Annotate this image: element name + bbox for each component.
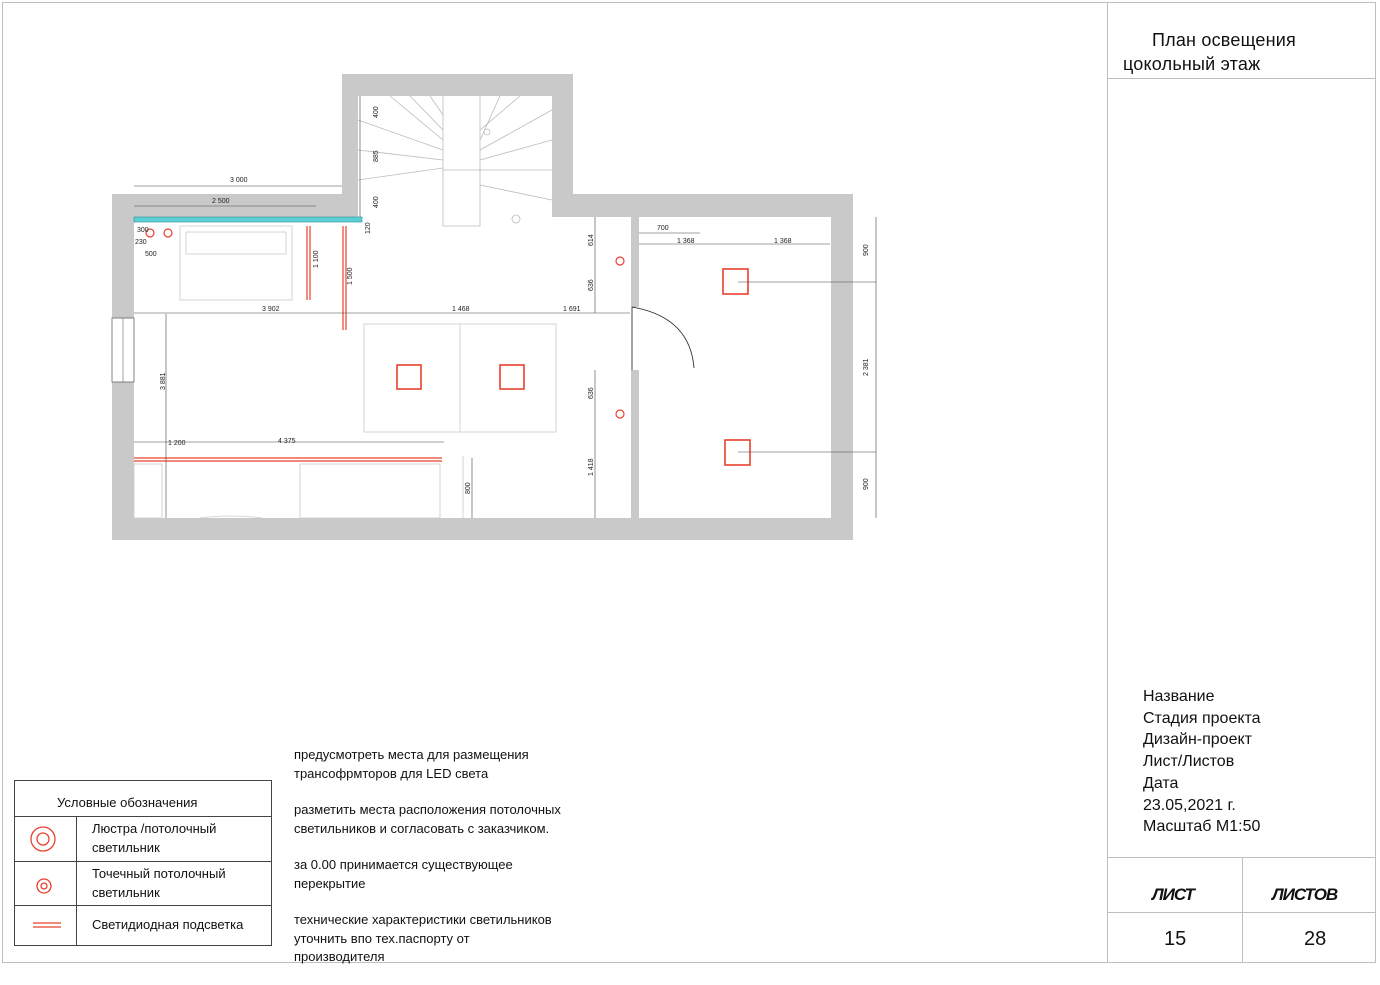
legend-row-chandelier xyxy=(15,817,271,862)
note-3: за 0.00 принимается существующее перекрытие xyxy=(294,857,513,891)
dim-400b: 400 xyxy=(373,196,380,208)
note-2: разметить места расположения потолочных светильников и согласовать с заказчиком. xyxy=(294,802,561,836)
dim-230: 230 xyxy=(135,239,147,246)
stage-value: Дизайн-проект xyxy=(1143,731,1252,749)
notes xyxy=(294,746,561,985)
dim-3881: 3 881 xyxy=(160,372,167,390)
dim-300: 300 xyxy=(137,227,149,234)
stage-label: Стадия проекта xyxy=(1143,709,1261,727)
dim-636a: 636 xyxy=(588,279,595,291)
dim-900a: 900 xyxy=(863,244,870,256)
legend-title: Условные обозначения xyxy=(15,781,271,817)
title-divider xyxy=(1107,78,1376,79)
name-label: Название xyxy=(1143,688,1215,705)
legend-label-chandelier: Люстра /потолочный светильник xyxy=(92,821,217,855)
title-block-divider xyxy=(1107,2,1108,963)
dim-1200: 1 200 xyxy=(168,440,186,447)
dim-1100: 1 100 xyxy=(313,250,320,268)
dim-900b: 900 xyxy=(863,478,870,490)
dim-700: 700 xyxy=(657,225,669,232)
dim-1468: 1 468 xyxy=(452,306,470,313)
dim-4375: 4 375 xyxy=(278,438,296,445)
floor-plan xyxy=(0,0,1100,560)
sheet-number: 15 xyxy=(1164,928,1187,950)
project-info xyxy=(1143,686,1261,838)
dim-120: 120 xyxy=(365,222,372,234)
note-4: технические характеристики светильников уточнить впо тех.паспорту от производителя xyxy=(294,912,552,964)
dim-1500: 1 500 xyxy=(347,267,354,285)
legend-label-led: Светидиодная подсветка xyxy=(92,917,244,932)
led-strip-icon xyxy=(15,906,77,945)
dim-3902: 3 902 xyxy=(262,306,280,313)
dim-2381: 2 381 xyxy=(863,358,870,376)
sheet-label: ЛИСТ xyxy=(1152,885,1194,904)
dim-1418: 1 418 xyxy=(588,458,595,476)
dim-636b: 636 xyxy=(588,387,595,399)
scale-value: Масштаб М1:50 xyxy=(1143,818,1261,836)
dim-3000: 3 000 xyxy=(230,177,248,184)
dim-400a: 400 xyxy=(373,106,380,118)
dim-1368a: 1 368 xyxy=(677,238,695,245)
drawing-title-line2: цокольный этаж xyxy=(1123,54,1261,74)
interior-right xyxy=(639,217,831,518)
sheets-label: Лист/Листов xyxy=(1143,753,1235,771)
note-1: предусмотреть места для размещения трансофрмторов для LED света xyxy=(294,747,529,781)
dim-800: 800 xyxy=(465,482,472,494)
dim-500: 500 xyxy=(145,251,157,258)
sheet-table-divider xyxy=(1242,857,1243,963)
dim-2500: 2 500 xyxy=(212,198,230,205)
sheets-total-label: ЛИСТОВ xyxy=(1272,885,1338,904)
drawing-title-line1: План освещения xyxy=(1152,30,1296,50)
shelf-rail xyxy=(134,217,362,222)
dim-614: 614 xyxy=(588,234,595,246)
door-opening xyxy=(630,307,640,370)
legend xyxy=(14,780,272,946)
legend-label-spotlight: Точечный потолочный светильник xyxy=(92,866,226,900)
legend-row-spotlight xyxy=(15,862,271,906)
dim-885: 885 xyxy=(373,150,380,162)
date-label: Дата xyxy=(1143,774,1179,792)
spotlight-icon xyxy=(15,862,77,906)
dim-1691: 1 691 xyxy=(563,306,581,313)
legend-row-led xyxy=(15,906,271,945)
dim-1368b: 1 368 xyxy=(774,238,792,245)
date-value: 23.05,2021 г. xyxy=(1143,796,1236,814)
sheets-total: 28 xyxy=(1304,928,1327,950)
chandelier-icon xyxy=(15,817,77,862)
